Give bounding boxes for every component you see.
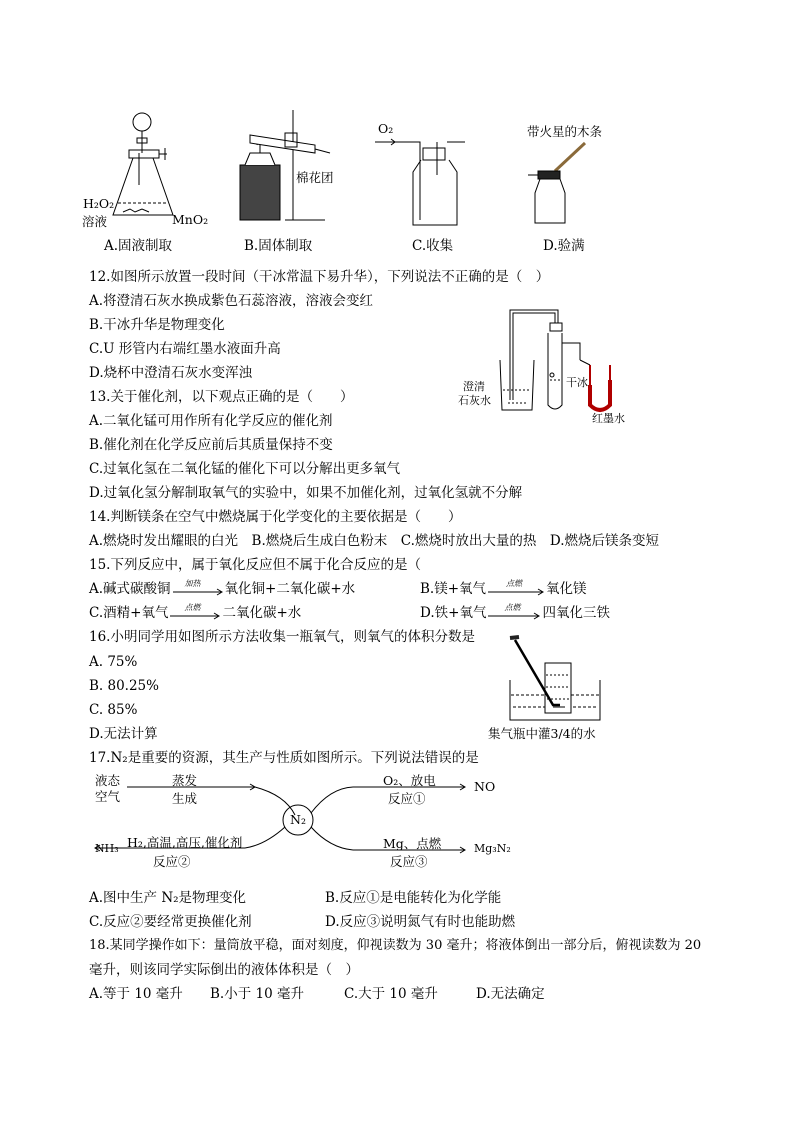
q12-fig-limewater-1: 澄清 (463, 380, 485, 393)
q12-option-c: C.U 形管内右端红墨水液面升高 (89, 341, 281, 357)
q15-d-arrow (486, 604, 542, 622)
q16-stem: 16.小明同学用如图所示方法收集一瓶氧气，则氧气的体积分数是 (89, 629, 475, 645)
q17-source-2: 空气 (95, 789, 121, 804)
q12-stem: 12.如图所示放置一段时间（干冰常温下易升华），下列说法不正确的是（ ） (89, 269, 550, 285)
fig-d-caption: D.验满 (543, 238, 585, 254)
q16-option-b: B. 80.25% (89, 678, 159, 694)
q12-fig-limewater-2: 石灰水 (458, 394, 491, 407)
q18-option-a: A.等于 10 毫升 (89, 986, 183, 1002)
fig-d-bottle (525, 135, 605, 230)
q15-d-condition: 点燃 (504, 603, 521, 612)
fig-c-caption: C.收集 (412, 238, 454, 254)
q17-r1-condition: O₂、放电 (383, 773, 436, 788)
q14-stem: 14.判断镁条在空气中燃烧属于化学变化的主要依据是（ ） (89, 509, 462, 525)
q15-c-arrow (168, 604, 222, 622)
q17-option-c: C.反应②要经常更换催化剂 (89, 914, 252, 930)
q17-r2-condition: H₂,高温,高压,催化剂 (127, 835, 243, 850)
q16-figure (505, 635, 615, 725)
q17-r3-product: Mg₃N₂ (474, 842, 511, 855)
q17-stem: 17.N₂是重要的资源，其生产与性质如图所示。下列说法错误的是 (89, 750, 479, 766)
q13-stem: 13.关于催化剂，以下观点正确的是（ ） (89, 389, 354, 405)
q15-a-product: 氧化铜+二氧化碳+水 (224, 581, 356, 597)
q13-option-c: C.过氧化氢在二氧化锰的催化下可以分解出更多氧气 (89, 461, 401, 477)
q15-d-product: 四氧化三铁 (542, 605, 610, 621)
q18-option-c: C.大于 10 毫升 (344, 986, 438, 1002)
q16-option-a: A. 75% (89, 654, 138, 670)
q17-evap: 蒸发 (172, 773, 198, 788)
q15-a-reactant: A.碱式碳酸铜 (89, 581, 171, 597)
q15-c-condition: 点燃 (184, 603, 201, 612)
q16-option-c: C. 85% (89, 702, 138, 718)
q17-option-d: D.反应③说明氮气有时也能助燃 (325, 914, 516, 930)
q17-r3-name: 反应③ (390, 854, 428, 869)
q15-b-product: 氧化镁 (546, 581, 587, 597)
q18-stem-line2: 毫升，则该同学实际倒出的液体体积是（ ） (89, 962, 359, 978)
q15-b-reactant: B.镁+氧气 (420, 581, 487, 597)
q15-stem: 15.下列反应中，属于氧化反应但不属于化合反应的是（ (89, 557, 421, 573)
fig-d-splint-label: 带火星的木条 (527, 124, 603, 139)
fig-a-liquid-label: 溶液 (82, 214, 108, 229)
q13-option-a: A.二氧化锰可用作所有化学反应的催化剂 (89, 413, 333, 429)
fig-a-caption: A.固液制取 (104, 238, 173, 254)
q12-option-d: D.烧杯中澄清石灰水变浑浊 (89, 365, 253, 381)
q16-fig-caption: 集气瓶中灌3/4的水 (488, 726, 596, 741)
q17-option-a: A.图中生产 N₂是物理变化 (89, 890, 247, 906)
q15-c-product: 二氧化碳+水 (222, 605, 302, 621)
q17-center-n2: N₂ (290, 812, 306, 827)
q15-b-condition: 点燃 (506, 579, 523, 588)
fig-a-h2o2-label: H₂O₂ (83, 196, 115, 211)
q15-d-reactant: D.铁+氧气 (420, 605, 487, 621)
fig-a-mno2-label: MnO₂ (172, 212, 209, 227)
q17-produce: 生成 (172, 791, 198, 806)
q12-option-b: B.干冰升华是物理变化 (89, 317, 225, 333)
fig-c-o2-label: O₂ (378, 121, 394, 136)
q13-option-b: B.催化剂在化学反应前后其质量保持不变 (89, 437, 333, 453)
q15-a-condition: 加热 (184, 579, 201, 588)
q15-option-c (89, 604, 301, 622)
fig-c-bottle (375, 120, 470, 230)
q14-options: A.燃烧时发出耀眼的白光 B.燃烧后生成白色粉末 C.燃烧时放出大量的热 D.燃烧后镁条变短 (89, 533, 660, 549)
q15-option-d (420, 604, 610, 622)
q15-c-reactant: C.酒精+氧气 (89, 605, 169, 621)
q15-option-b (420, 580, 587, 598)
q12-fig-dryice: 干冰 (566, 376, 588, 389)
fig-b-cotton-label: 棉花团 (296, 170, 334, 185)
q17-r1-name: 反应① (388, 791, 426, 806)
q12-figure (490, 305, 630, 415)
q15-option-a (89, 580, 355, 598)
q16-option-d: D.无法计算 (89, 726, 158, 742)
q13-option-d: D.过氧化氢分解制取氧气的实验中，如果不加催化剂，过氧化氢就不分解 (89, 485, 523, 501)
q12-option-a: A.将澄清石灰水换成紫色石蕊溶液，溶液会变红 (89, 293, 374, 309)
q15-b-arrow (486, 580, 546, 598)
q17-r2-product: NH₃ (95, 842, 119, 855)
q12-fig-redink: 红墨水 (592, 412, 625, 425)
q18-option-b: B.小于 10 毫升 (210, 986, 304, 1002)
fig-b-caption: B.固体制取 (244, 238, 313, 254)
q17-r2-name: 反应② (153, 854, 191, 869)
q18-stem-line1: 18.某同学操作如下：量筒放平稳，面对刻度，仰视读数为 30 毫升；将液体倒出一部分后，俯视读数为 20 (89, 938, 702, 953)
q17-source-1: 液态 (95, 773, 121, 788)
q17-option-b: B.反应①是电能转化为化学能 (325, 890, 502, 906)
q17-r3-condition: Mg、点燃 (383, 836, 442, 851)
q18-option-d: D.无法确定 (476, 986, 545, 1002)
q15-a-arrow (171, 580, 225, 598)
q17-r1-product: NO (474, 779, 496, 794)
